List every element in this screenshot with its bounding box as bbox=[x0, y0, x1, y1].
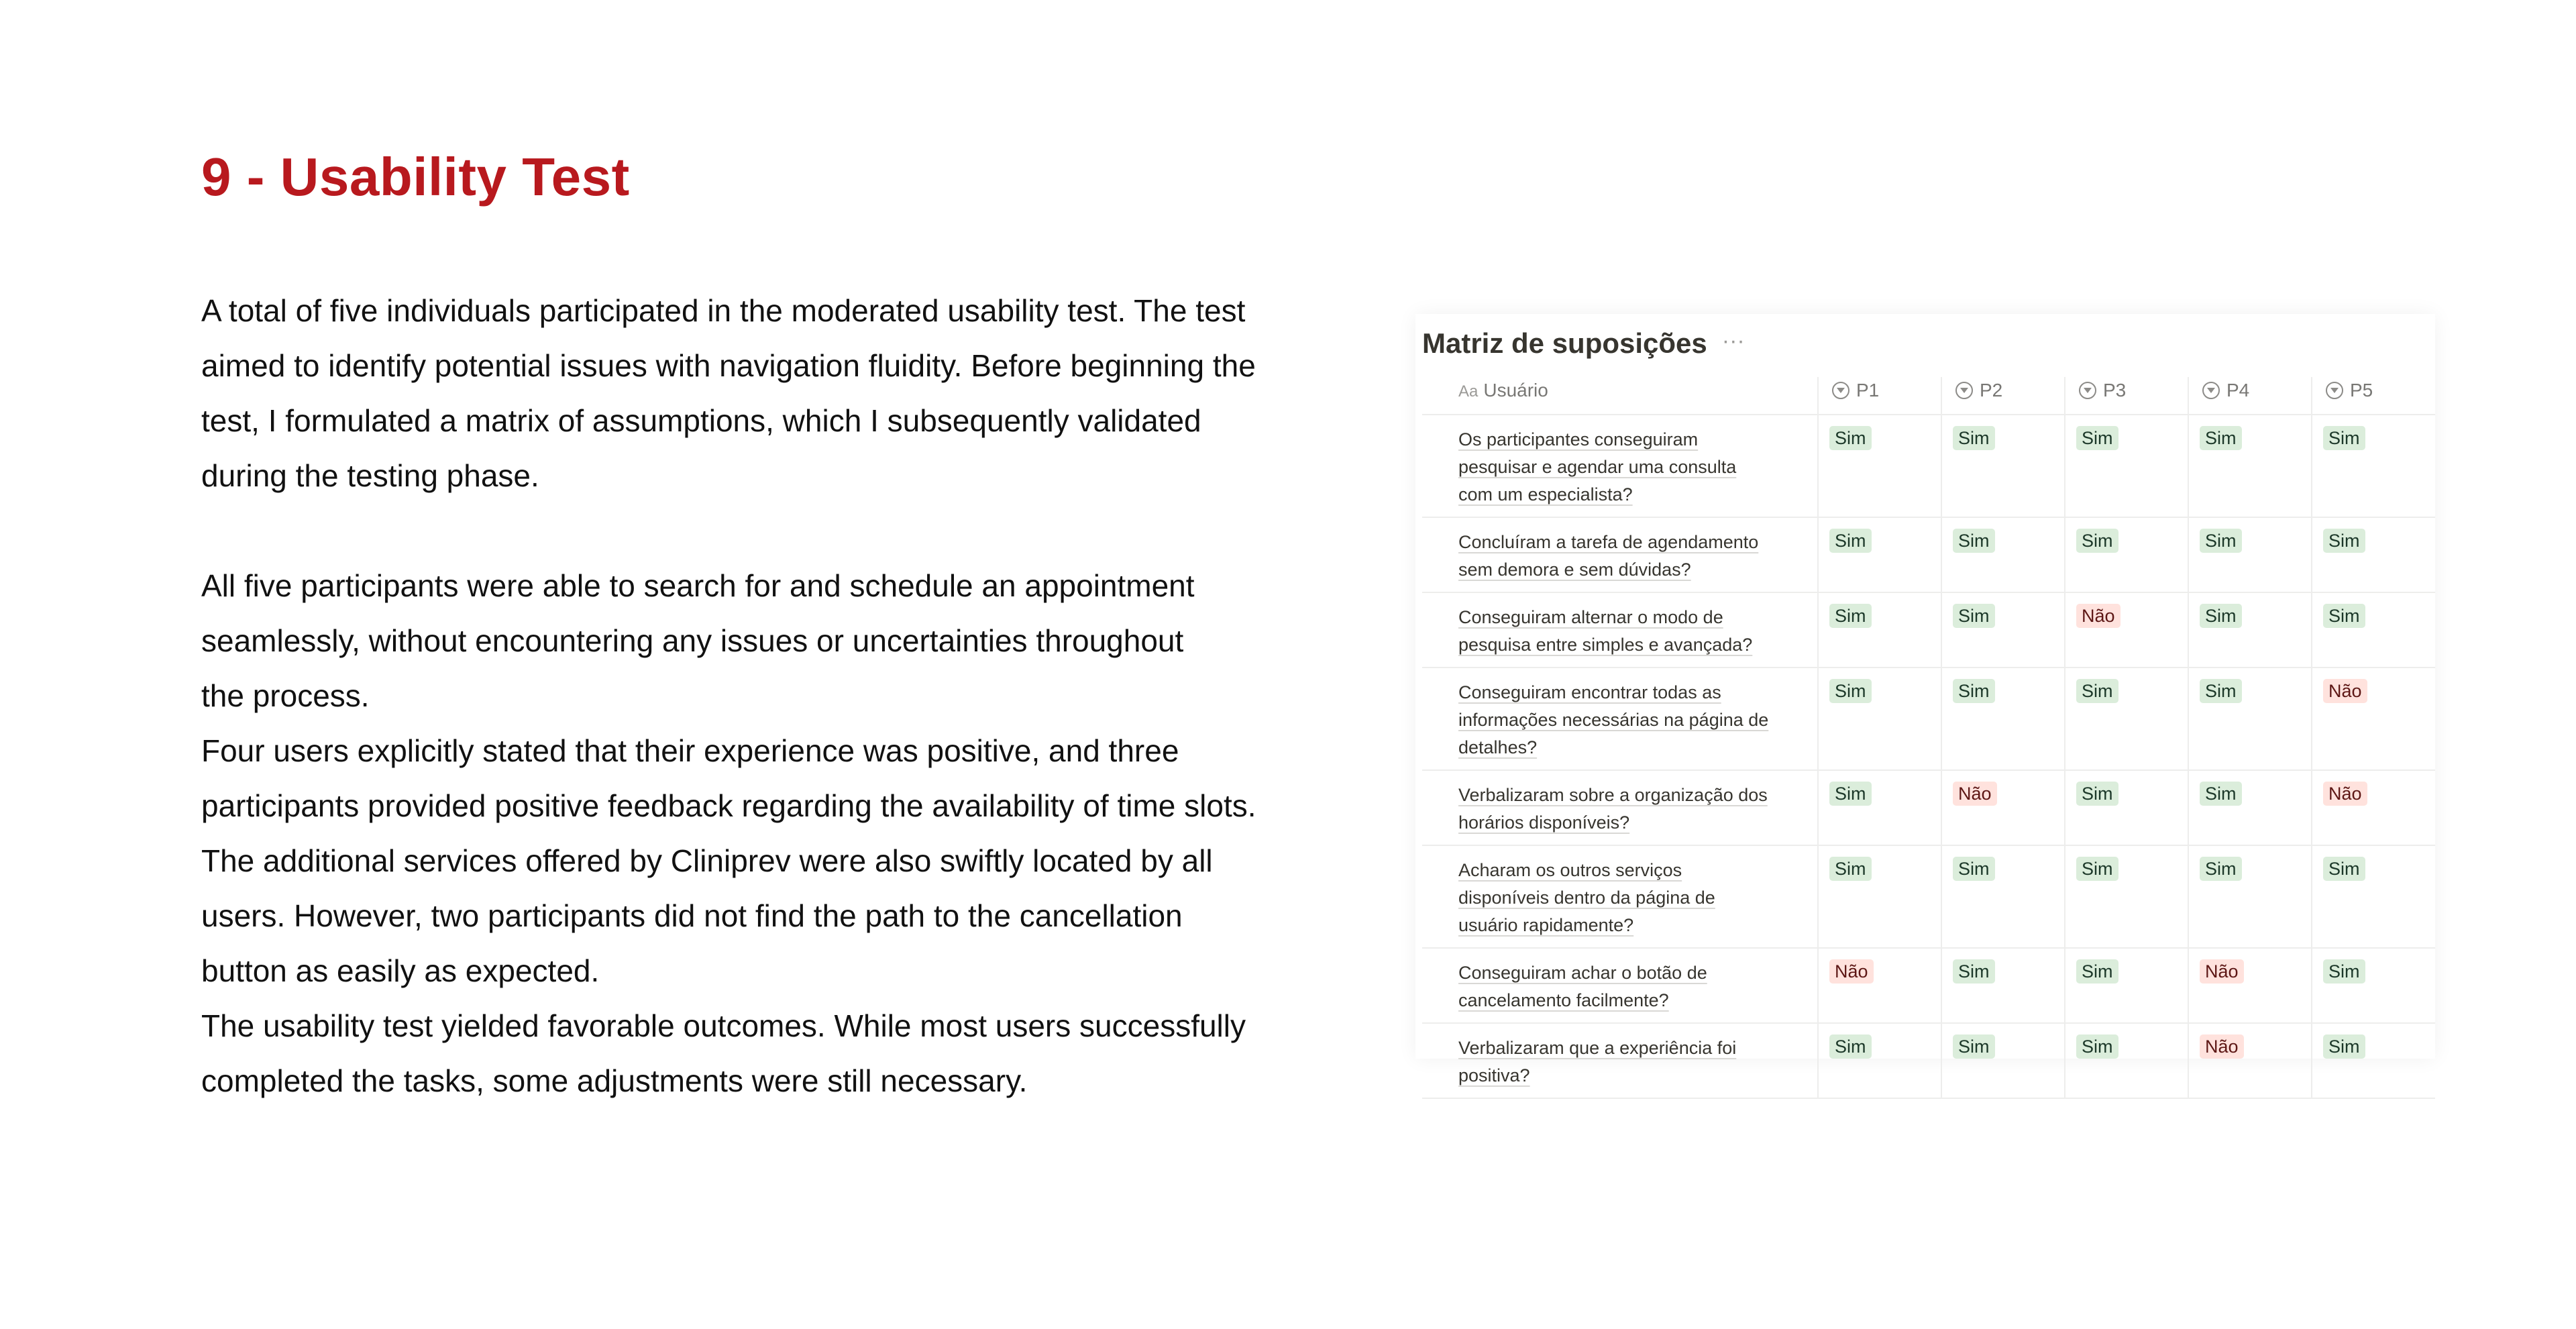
text-line: during the testing phase. bbox=[201, 458, 539, 493]
sim-tag: Sim bbox=[2076, 426, 2118, 450]
sim-tag: Sim bbox=[2200, 857, 2242, 881]
text-line: All five participants were able to search for and schedule an appointment bbox=[201, 568, 1195, 603]
question-text bbox=[1458, 785, 1768, 833]
answer-cell[interactable] bbox=[1941, 668, 2065, 770]
sim-tag: Sim bbox=[1953, 529, 1995, 553]
question-line: sem demora e sem dúvidas? bbox=[1458, 560, 1691, 580]
question-cell[interactable] bbox=[1422, 1023, 1818, 1098]
question-line: Concluíram a tarefa de agendamento bbox=[1458, 532, 1759, 552]
answer-cell[interactable] bbox=[2312, 948, 2435, 1023]
answer-cell[interactable] bbox=[1818, 415, 1941, 517]
question-line: pesquisar e agendar uma consulta bbox=[1458, 457, 1737, 477]
table-row[interactable] bbox=[1422, 770, 2435, 845]
answer-cell[interactable] bbox=[1941, 948, 2065, 1023]
select-property-icon bbox=[2079, 382, 2096, 399]
table-row[interactable] bbox=[1422, 668, 2435, 770]
answer-cell[interactable] bbox=[2312, 1023, 2435, 1098]
question-line: detalhes? bbox=[1458, 737, 1538, 757]
question-line: Conseguiram encontrar todas as bbox=[1458, 682, 1721, 702]
matrix-header bbox=[1422, 327, 1745, 360]
sim-tag: Sim bbox=[2200, 604, 2242, 628]
answer-cell[interactable] bbox=[1818, 948, 1941, 1023]
matrix-body bbox=[1422, 415, 2435, 1098]
answer-cell[interactable] bbox=[2188, 668, 2312, 770]
column-header-p1[interactable] bbox=[1818, 377, 1941, 415]
page-title: 9 - Usability Test bbox=[201, 147, 630, 207]
sim-tag: Sim bbox=[2200, 782, 2242, 806]
text-line: Four users explicitly stated that their experience was positive, and three bbox=[201, 733, 1179, 768]
sim-tag: Sim bbox=[1953, 604, 1995, 628]
question-cell[interactable] bbox=[1422, 517, 1818, 592]
question-line: Acharam os outros serviços bbox=[1458, 860, 1682, 880]
question-line: disponíveis dentro da página de bbox=[1458, 888, 1715, 908]
answer-cell[interactable] bbox=[2312, 415, 2435, 517]
answer-cell[interactable] bbox=[1941, 1023, 2065, 1098]
question-text bbox=[1458, 860, 1715, 935]
sim-tag: Sim bbox=[1829, 1034, 1872, 1059]
answer-cell[interactable] bbox=[2065, 415, 2188, 517]
sim-tag: Sim bbox=[1953, 426, 1995, 450]
question-text bbox=[1458, 963, 1707, 1010]
text-line: The additional services offered by Cliniprev were also swiftly located by all bbox=[201, 843, 1213, 878]
sim-tag: Sim bbox=[2200, 426, 2242, 450]
answer-cell[interactable] bbox=[1941, 845, 2065, 948]
column-header-label: P2 bbox=[1980, 380, 2003, 401]
sim-tag: Sim bbox=[1829, 679, 1872, 703]
answer-cell[interactable] bbox=[2312, 517, 2435, 592]
sim-tag: Sim bbox=[2076, 529, 2118, 553]
select-property-icon bbox=[1955, 382, 1973, 399]
column-header-p2[interactable] bbox=[1941, 377, 2065, 415]
nao-tag: Não bbox=[2323, 782, 2367, 806]
question-cell[interactable] bbox=[1422, 415, 1818, 517]
question-text bbox=[1458, 429, 1736, 504]
nao-tag: Não bbox=[1829, 959, 1874, 984]
answer-cell[interactable] bbox=[2188, 415, 2312, 517]
column-header-p3[interactable] bbox=[2065, 377, 2188, 415]
assumptions-matrix bbox=[1415, 314, 2435, 1085]
sim-tag: Sim bbox=[1829, 426, 1872, 450]
body-text bbox=[201, 283, 1342, 1108]
table-row[interactable] bbox=[1422, 592, 2435, 668]
sim-tag: Sim bbox=[2200, 679, 2242, 703]
more-options-icon[interactable]: ··· bbox=[1721, 328, 1745, 354]
question-line: usuário rapidamente? bbox=[1458, 915, 1634, 935]
question-cell[interactable] bbox=[1422, 948, 1818, 1023]
select-property-icon bbox=[1832, 382, 1849, 399]
question-line: pesquisa entre simples e avançada? bbox=[1458, 635, 1753, 655]
question-line: Os participantes conseguiram bbox=[1458, 429, 1699, 449]
column-header-label: P4 bbox=[2226, 380, 2250, 401]
question-line: Verbalizaram sobre a organização dos bbox=[1458, 785, 1768, 805]
sim-tag: Sim bbox=[2323, 959, 2365, 984]
sim-tag: Sim bbox=[1953, 959, 1995, 984]
column-header-label: Usuário bbox=[1483, 380, 1548, 401]
table-row[interactable] bbox=[1422, 1023, 2435, 1098]
table-row[interactable] bbox=[1422, 948, 2435, 1023]
nao-tag: Não bbox=[2200, 1034, 2244, 1059]
answer-cell[interactable] bbox=[1941, 517, 2065, 592]
question-cell[interactable] bbox=[1422, 845, 1818, 948]
sim-tag: Sim bbox=[1953, 1034, 1995, 1059]
sim-tag: Sim bbox=[2323, 426, 2365, 450]
question-line: com um especialista? bbox=[1458, 484, 1633, 504]
answer-cell[interactable] bbox=[2065, 517, 2188, 592]
text-line: aimed to identify potential issues with navigation fluidity. Before beginning the bbox=[201, 348, 1256, 383]
sim-tag: Sim bbox=[2076, 679, 2118, 703]
sim-tag: Sim bbox=[1829, 529, 1872, 553]
matrix-title[interactable]: Matriz de suposições bbox=[1422, 327, 1707, 359]
answer-cell[interactable] bbox=[2065, 845, 2188, 948]
sim-tag: Sim bbox=[1953, 857, 1995, 881]
nao-tag: Não bbox=[2200, 959, 2244, 984]
answer-cell[interactable] bbox=[2188, 1023, 2312, 1098]
answer-cell[interactable] bbox=[2065, 592, 2188, 668]
answer-cell[interactable] bbox=[2188, 948, 2312, 1023]
question-line: positiva? bbox=[1458, 1065, 1530, 1085]
answer-cell[interactable] bbox=[1818, 668, 1941, 770]
sim-tag: Sim bbox=[1829, 782, 1872, 806]
select-property-icon bbox=[2202, 382, 2220, 399]
nao-tag: Não bbox=[2076, 604, 2121, 628]
question-cell[interactable] bbox=[1422, 668, 1818, 770]
text-line: The usability test yielded favorable outcomes. While most users successfully bbox=[201, 1008, 1246, 1043]
sim-tag: Sim bbox=[2323, 604, 2365, 628]
table-row[interactable] bbox=[1422, 517, 2435, 592]
column-header-label: P3 bbox=[2103, 380, 2127, 401]
table-row[interactable] bbox=[1422, 845, 2435, 948]
question-line: Conseguiram alternar o modo de bbox=[1458, 607, 1723, 627]
answer-cell[interactable] bbox=[2188, 845, 2312, 948]
text-line: A total of five individuals participated in the moderated usability test. The test bbox=[201, 293, 1246, 328]
answer-cell[interactable] bbox=[1818, 845, 1941, 948]
text-line: completed the tasks, some adjustments were still necessary. bbox=[201, 1063, 1028, 1098]
sim-tag: Sim bbox=[2076, 1034, 2118, 1059]
sim-tag: Sim bbox=[1829, 857, 1872, 881]
answer-cell[interactable] bbox=[2312, 592, 2435, 668]
text-line: users. However, two participants did not find the path to the cancellation bbox=[201, 898, 1183, 933]
text-line: seamlessly, without encountering any issues or uncertainties throughout bbox=[201, 623, 1184, 658]
answer-cell[interactable] bbox=[1818, 592, 1941, 668]
column-header-label: P5 bbox=[2350, 380, 2373, 401]
answer-cell[interactable] bbox=[2312, 770, 2435, 845]
answer-cell[interactable] bbox=[1818, 1023, 1941, 1098]
answer-cell[interactable] bbox=[2065, 948, 2188, 1023]
answer-cell[interactable] bbox=[2312, 668, 2435, 770]
sim-tag: Sim bbox=[2323, 857, 2365, 881]
text-line: the process. bbox=[201, 678, 370, 713]
question-line: Verbalizaram que a experiência foi bbox=[1458, 1038, 1737, 1058]
nao-tag: Não bbox=[1953, 782, 1997, 806]
question-line: cancelamento facilmente? bbox=[1458, 990, 1669, 1010]
question-text bbox=[1458, 532, 1758, 580]
sim-tag: Sim bbox=[2323, 529, 2365, 553]
table-row[interactable] bbox=[1422, 415, 2435, 517]
sim-tag: Sim bbox=[1953, 679, 1995, 703]
column-header-usuario[interactable] bbox=[1422, 377, 1818, 415]
question-text bbox=[1458, 682, 1768, 757]
sim-tag: Sim bbox=[2323, 1034, 2365, 1059]
matrix-table bbox=[1422, 377, 2435, 1099]
question-cell[interactable] bbox=[1422, 592, 1818, 668]
paragraph-gap bbox=[201, 503, 1342, 558]
paragraph-1 bbox=[201, 283, 1342, 503]
question-line: horários disponíveis? bbox=[1458, 812, 1630, 833]
answer-cell[interactable] bbox=[1941, 415, 2065, 517]
text-line: button as easily as expected. bbox=[201, 953, 600, 988]
select-property-icon bbox=[2326, 382, 2343, 399]
sim-tag: Sim bbox=[2076, 857, 2118, 881]
text-line: test, I formulated a matrix of assumptions, which I subsequently validated bbox=[201, 403, 1201, 438]
question-text bbox=[1458, 607, 1752, 655]
sim-tag: Sim bbox=[1829, 604, 1872, 628]
sim-tag: Sim bbox=[2076, 959, 2118, 984]
answer-cell[interactable] bbox=[2065, 668, 2188, 770]
question-text bbox=[1458, 1038, 1736, 1085]
answer-cell[interactable] bbox=[2188, 770, 2312, 845]
sim-tag: Sim bbox=[2200, 529, 2242, 553]
answer-cell[interactable] bbox=[2065, 770, 2188, 845]
answer-cell[interactable] bbox=[2312, 845, 2435, 948]
text-line: participants provided positive feedback regarding the availability of time slots. bbox=[201, 788, 1256, 823]
paragraph-2 bbox=[201, 558, 1342, 1108]
column-header-label: P1 bbox=[1856, 380, 1880, 401]
answer-cell[interactable] bbox=[2188, 517, 2312, 592]
answer-cell[interactable] bbox=[1941, 770, 2065, 845]
text-property-icon: Aa bbox=[1458, 382, 1479, 401]
header-row bbox=[1422, 377, 2435, 415]
column-header-p5[interactable] bbox=[2312, 377, 2435, 415]
answer-cell[interactable] bbox=[1818, 770, 1941, 845]
question-line: informações necessárias na página de bbox=[1458, 710, 1769, 730]
question-line: Conseguiram achar o botão de bbox=[1458, 963, 1707, 983]
answer-cell[interactable] bbox=[2188, 592, 2312, 668]
answer-cell[interactable] bbox=[2065, 1023, 2188, 1098]
question-cell[interactable] bbox=[1422, 770, 1818, 845]
answer-cell[interactable] bbox=[1941, 592, 2065, 668]
nao-tag: Não bbox=[2323, 679, 2367, 703]
column-header-p4[interactable] bbox=[2188, 377, 2312, 415]
sim-tag: Sim bbox=[2076, 782, 2118, 806]
answer-cell[interactable] bbox=[1818, 517, 1941, 592]
